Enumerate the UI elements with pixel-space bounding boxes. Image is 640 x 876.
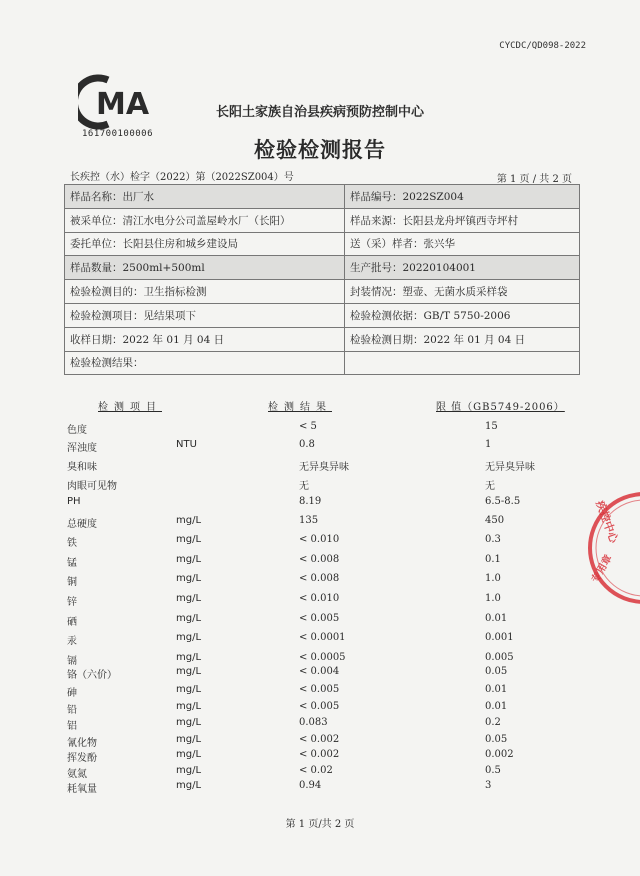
result-limit: 无 [485, 481, 495, 492]
result-unit: mg/L [176, 780, 202, 791]
column-header-item: 检测项目 [98, 402, 162, 413]
result-unit: NTU [176, 439, 197, 450]
result-item-name: 镉 [67, 656, 77, 667]
result-value: < 0.010 [299, 534, 340, 545]
result-row [0, 734, 640, 750]
result-value: < 0.008 [299, 554, 340, 565]
result-value: 0.8 [299, 439, 315, 450]
column-header-result: 检测结果 [268, 402, 332, 413]
result-item-name: 氨氮 [67, 769, 87, 780]
result-value: < 0.005 [299, 684, 340, 695]
page-indicator-bottom: 第 1 页/共 2 页 [285, 819, 355, 830]
result-item-name: 铝 [67, 721, 77, 732]
result-limit: 0.3 [485, 534, 501, 545]
result-row [0, 421, 640, 437]
result-unit: mg/L [176, 632, 202, 643]
sample-sender: 送（采）样者：张兴华 [345, 232, 580, 256]
result-row [0, 515, 640, 531]
result-limit: 450 [485, 515, 505, 526]
result-item-name: 浑浊度 [67, 443, 97, 454]
test-basis: 检验检测依据：GB/T 5750-2006 [345, 303, 580, 327]
result-row [0, 701, 640, 717]
result-unit: mg/L [176, 554, 202, 565]
result-row [0, 613, 640, 629]
sample-source: 样品来源：长阳县龙舟坪镇西寺坪村 [345, 208, 580, 232]
page-indicator-top: 第 1 页 / 共 2 页 [496, 174, 572, 185]
result-limit: 6.5-8.5 [485, 496, 521, 507]
result-value: 135 [299, 515, 319, 526]
result-value: < 0.008 [299, 573, 340, 584]
result-limit: 1 [485, 439, 492, 450]
result-value: < 0.010 [299, 593, 340, 604]
result-limit: 0.01 [485, 613, 508, 624]
test-conclusion-label: 检验检测结果： [65, 351, 345, 375]
result-item-name: 铬（六价） [67, 670, 117, 681]
result-row [0, 458, 640, 474]
result-item-name: 硒 [67, 617, 77, 628]
result-unit: mg/L [176, 613, 202, 624]
result-value: 无 [299, 481, 309, 492]
result-item-name: 肉眼可见物 [67, 481, 117, 492]
result-unit: mg/L [176, 684, 202, 695]
result-limit: 1.0 [485, 573, 501, 584]
svg-text:MA: MA [96, 87, 150, 122]
result-item-name: 氰化物 [67, 738, 97, 749]
result-limit: 15 [485, 421, 498, 432]
test-items: 检验检测项目：见结果项下 [65, 303, 345, 327]
result-limit: 3 [485, 780, 492, 791]
result-value: < 0.0001 [299, 632, 346, 643]
result-value: 8.19 [299, 496, 322, 507]
result-item-name: 挥发酚 [67, 753, 97, 764]
client-unit: 委托单位：长阳县住房和城乡建设局 [65, 232, 345, 256]
result-unit: mg/L [176, 734, 202, 745]
result-limit: 0.01 [485, 701, 508, 712]
column-header-limit: 限 值（GB5749-2006） [436, 402, 565, 413]
result-value: < 5 [299, 421, 317, 432]
result-row [0, 666, 640, 682]
result-limit: 0.5 [485, 765, 501, 776]
result-unit: mg/L [176, 666, 202, 677]
svg-text:专用章: 专用章 [590, 553, 615, 585]
result-item-name: 铜 [67, 577, 77, 588]
result-unit: mg/L [176, 534, 202, 545]
result-unit: mg/L [176, 765, 202, 776]
result-unit: mg/L [176, 593, 202, 604]
result-row [0, 554, 640, 570]
result-limit: 0.005 [485, 652, 514, 663]
result-limit: 0.1 [485, 554, 501, 565]
result-value: < 0.002 [299, 749, 340, 760]
report-title: 检验检测报告 [254, 138, 386, 162]
result-limit: 0.001 [485, 632, 514, 643]
result-limit: 无异臭异味 [485, 462, 535, 473]
result-value: < 0.002 [299, 734, 340, 745]
result-row [0, 780, 640, 796]
result-unit: mg/L [176, 717, 202, 728]
result-value: < 0.02 [299, 765, 333, 776]
document-code: CYCDC/QD098-2022 [499, 41, 586, 51]
result-item-name: 色度 [67, 425, 87, 436]
batch-number: 生产批号：20220104001 [345, 256, 580, 280]
result-value: 无异臭异味 [299, 462, 349, 473]
result-limit: 0.05 [485, 666, 508, 677]
result-item-name: 锌 [67, 597, 77, 608]
result-item-name: PH [67, 496, 81, 507]
result-unit: mg/L [176, 515, 202, 526]
result-unit: mg/L [176, 652, 202, 663]
result-limit: 1.0 [485, 593, 501, 604]
result-item-name: 耗氧量 [67, 784, 97, 795]
result-value: < 0.005 [299, 613, 340, 624]
test-purpose: 检验检测目的：卫生指标检测 [65, 280, 345, 304]
result-item-name: 汞 [67, 636, 77, 647]
result-unit: mg/L [176, 749, 202, 760]
sample-info-table [64, 184, 580, 375]
result-item-name: 臭和味 [67, 462, 97, 473]
result-row [0, 534, 640, 550]
result-value: 0.083 [299, 717, 328, 728]
result-item-name: 锰 [67, 558, 77, 569]
result-value: 0.94 [299, 780, 322, 791]
result-item-name: 总硬度 [67, 519, 97, 530]
received-date: 收样日期：2022 年 01 月 04 日 [65, 327, 345, 351]
result-row [0, 477, 640, 493]
result-value: < 0.005 [299, 701, 340, 712]
result-item-name: 铅 [67, 705, 77, 716]
result-row [0, 496, 640, 512]
sample-quantity: 样品数量：2500ml+500ml [65, 256, 345, 280]
result-unit: mg/L [176, 573, 202, 584]
test-date: 检验检测日期：2022 年 01 月 04 日 [345, 327, 580, 351]
organization-name: 长阳土家族自治县疾病预防控制中心 [215, 105, 424, 120]
result-limit: 0.01 [485, 684, 508, 695]
result-unit: mg/L [176, 701, 202, 712]
report-number: 长疾控（水）检字（2022）第（2022SZ004）号 [70, 172, 294, 183]
test-conclusion-value [345, 351, 580, 375]
result-limit: 0.002 [485, 749, 514, 760]
result-limit: 0.05 [485, 734, 508, 745]
result-row [0, 765, 640, 781]
svg-text:疾控中心: 疾控中心 [593, 498, 621, 545]
result-row [0, 684, 640, 700]
result-row [0, 439, 640, 455]
sample-name: 样品名称：出厂水 [65, 185, 345, 209]
result-value: < 0.0005 [299, 652, 346, 663]
result-limit: 0.2 [485, 717, 501, 728]
result-item-name: 铁 [67, 538, 77, 549]
result-value: < 0.004 [299, 666, 340, 677]
result-row [0, 593, 640, 609]
sealing-status: 封装情况：塑壶、无菌水质采样袋 [345, 280, 580, 304]
result-row [0, 717, 640, 733]
result-row [0, 749, 640, 765]
result-row [0, 632, 640, 648]
official-seal-stamp [586, 478, 640, 628]
sample-number: 样品编号：2022SZ004 [345, 185, 580, 209]
sampled-unit: 被采单位：清江水电分公司盖屋岭水厂（长阳） [65, 208, 345, 232]
cma-certificate-number: 161700100006 [82, 129, 154, 139]
result-row [0, 573, 640, 589]
result-item-name: 砷 [67, 688, 77, 699]
